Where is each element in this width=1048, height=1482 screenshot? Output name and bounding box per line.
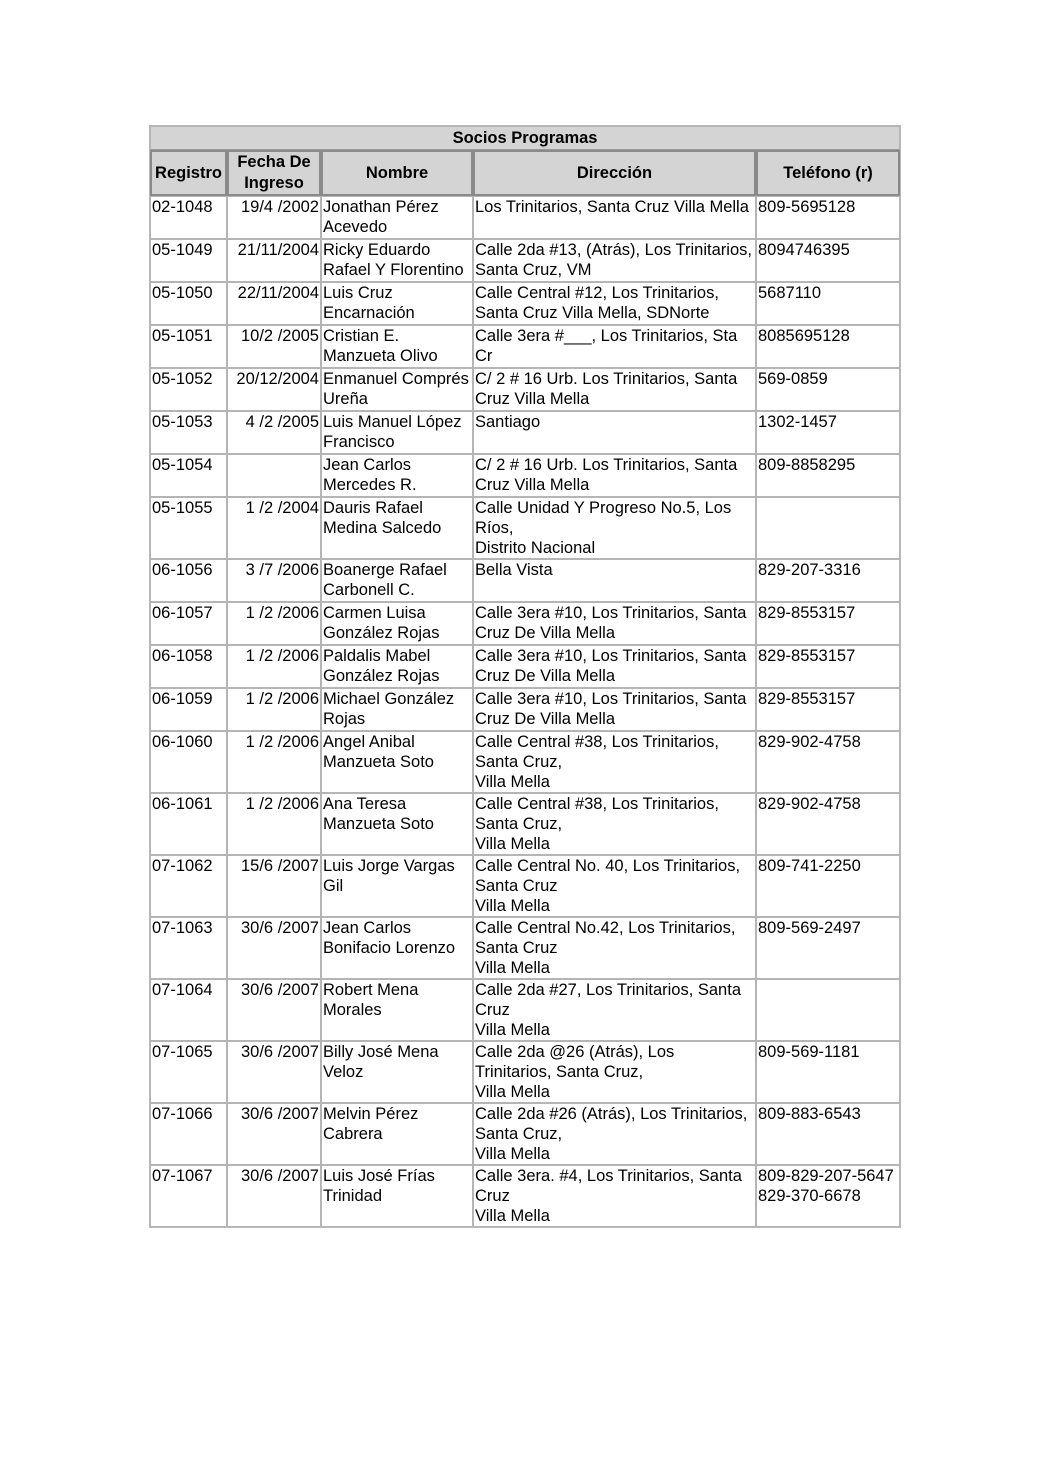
direccion-cell [473,1103,756,1165]
telefono-line: 829-902-4758 [758,733,861,751]
direccion-line: Villa Mella [475,1083,550,1101]
table-row [150,368,900,411]
telefono-cell [756,239,900,282]
nombre-cell: Angel Anibal Manzueta Soto [321,731,473,793]
telefono-cell [756,325,900,368]
telefono-line: 8085695128 [758,327,850,345]
header-registro: Registro [150,150,227,196]
registro-cell: 07-1067 [150,1165,227,1227]
header-fecha-line1: Fecha De [237,153,311,171]
table-row [150,731,900,793]
direccion-line: Calle 3era #10, Los Trinitarios, Santa Cruz De Villa Mella [475,647,747,685]
direccion-line: C/ 2 # 16 Urb. Los Trinitarios, Santa Cruz Villa Mella [475,456,738,494]
telefono-cell [756,454,900,497]
direccion-cell [473,688,756,731]
fecha-cell: 1 /2 /2006 [227,645,321,688]
table-row [150,1103,900,1165]
nombre-cell: Luis Cruz Encarnación [321,282,473,325]
telefono-line: 829-8553157 [758,604,856,622]
direccion-line: Villa Mella [475,1021,550,1039]
direccion-cell [473,793,756,855]
registro-cell: 07-1065 [150,1041,227,1103]
table-row [150,793,900,855]
fecha-cell: 4 /2 /2005 [227,411,321,454]
table-row [150,454,900,497]
registro-cell: 06-1056 [150,559,227,602]
fecha-cell: 30/6 /2007 [227,917,321,979]
direccion-cell [473,917,756,979]
nombre-cell: Melvin Pérez Cabrera [321,1103,473,1165]
nombre-cell: Carmen Luisa González Rojas [321,602,473,645]
direccion-line: Los Trinitarios, Santa Cruz Villa Mella [475,198,749,216]
telefono-line: 1302-1457 [758,413,837,431]
direccion-line: Villa Mella [475,1207,550,1225]
telefono-line: 5687110 [758,284,822,302]
nombre-cell: Michael González Rojas [321,688,473,731]
telefono-line: 809-883-6543 [758,1105,861,1123]
direccion-cell [473,325,756,368]
direccion-line: Distrito Nacional [475,539,596,557]
direccion-cell [473,645,756,688]
table-row [150,497,900,559]
telefono-line: 809-829-207-5647 [758,1167,894,1185]
telefono-cell [756,559,900,602]
table-row [150,196,900,239]
nombre-cell: Jean Carlos Mercedes R. [321,454,473,497]
fecha-cell: 19/4 /2002 [227,196,321,239]
direccion-line: Calle 3era #10, Los Trinitarios, Santa Cruz De Villa Mella [475,690,747,728]
direccion-line: Bella Vista [475,561,553,579]
nombre-cell: Boanerge Rafael Carbonell C. [321,559,473,602]
table-row [150,325,900,368]
registro-cell: 06-1061 [150,793,227,855]
telefono-cell [756,196,900,239]
title-row [150,126,900,150]
nombre-cell: Jonathan Pérez Acevedo [321,196,473,239]
registro-cell: 06-1060 [150,731,227,793]
header-nombre: Nombre [321,150,473,196]
direccion-cell [473,855,756,917]
telefono-line: 8094746395 [758,241,850,259]
fecha-cell: 30/6 /2007 [227,979,321,1041]
telefono-line: 829-370-6678 [758,1187,861,1205]
nombre-cell: Ana Teresa Manzueta Soto [321,793,473,855]
telefono-line: 809-741-2250 [758,857,861,875]
registro-cell: 07-1066 [150,1103,227,1165]
table-row [150,645,900,688]
direccion-cell [473,559,756,602]
table-row [150,411,900,454]
fecha-cell: 22/11/2004 [227,282,321,325]
direccion-cell [473,731,756,793]
direccion-cell [473,979,756,1041]
telefono-line: 829-8553157 [758,647,856,665]
direccion-cell [473,454,756,497]
registro-cell: 05-1051 [150,325,227,368]
direccion-line: Calle 2da #13, (Atrás), Los Trinitarios, Santa Cruz, VM [475,241,752,279]
telefono-cell [756,1165,900,1227]
registro-cell: 07-1062 [150,855,227,917]
direccion-cell [473,411,756,454]
telefono-line: 809-569-2497 [758,919,861,937]
telefono-cell [756,602,900,645]
telefono-cell [756,731,900,793]
fecha-cell: 21/11/2004 [227,239,321,282]
direccion-line: C/ 2 # 16 Urb. Los Trinitarios, Santa Cruz Villa Mella [475,370,738,408]
direccion-line: Calle 3era. #4, Los Trinitarios, Santa Cruz [475,1167,742,1205]
socios-table [149,125,901,1228]
registro-cell: 02-1048 [150,196,227,239]
table-row [150,239,900,282]
direccion-cell [473,1165,756,1227]
direccion-line: Calle 3era #___, Los Trinitarios, Sta Cr [475,327,738,365]
table-row [150,602,900,645]
table-title: Socios Programas [150,126,900,150]
telefono-cell [756,688,900,731]
registro-cell: 06-1058 [150,645,227,688]
nombre-cell: Dauris Rafael Medina Salcedo [321,497,473,559]
fecha-cell: 30/6 /2007 [227,1041,321,1103]
fecha-cell: 1 /2 /2006 [227,793,321,855]
direccion-line: Calle Unidad Y Progreso No.5, Los Ríos, [475,499,732,537]
table-row [150,917,900,979]
table-row [150,979,900,1041]
direccion-line: Calle 2da #27, Los Trinitarios, Santa Cruz [475,981,741,1019]
table-body [150,196,900,1227]
fecha-cell: 1 /2 /2004 [227,497,321,559]
header-telefono: Teléfono (r) [756,150,900,196]
telefono-cell [756,1041,900,1103]
nombre-cell: Enmanuel Comprés Ureña [321,368,473,411]
direccion-line: Calle 2da #26 (Atrás), Los Trinitarios, Santa Cruz, [475,1105,748,1143]
nombre-cell: Jean Carlos Bonifacio Lorenzo [321,917,473,979]
table-row [150,1041,900,1103]
table-row [150,1165,900,1227]
registro-cell: 05-1055 [150,497,227,559]
fecha-cell: 30/6 /2007 [227,1165,321,1227]
registro-cell: 05-1050 [150,282,227,325]
nombre-cell: Cristian E. Manzueta Olivo [321,325,473,368]
direccion-line: Villa Mella [475,959,550,977]
fecha-cell: 1 /2 /2006 [227,688,321,731]
nombre-cell: Billy José Mena Veloz [321,1041,473,1103]
fecha-cell: 20/12/2004 [227,368,321,411]
nombre-cell: Ricky Eduardo Rafael Y Florentino [321,239,473,282]
table-row [150,282,900,325]
telefono-line: 809-8858295 [758,456,856,474]
fecha-cell [227,454,321,497]
direccion-line: Calle 3era #10, Los Trinitarios, Santa Cruz De Villa Mella [475,604,747,642]
telefono-line: 829-8553157 [758,690,856,708]
registro-cell: 07-1064 [150,979,227,1041]
direccion-cell [473,497,756,559]
telefono-cell [756,793,900,855]
fecha-cell: 1 /2 /2006 [227,731,321,793]
telefono-line: 829-902-4758 [758,795,861,813]
telefono-cell [756,368,900,411]
nombre-cell: Luis José Frías Trinidad [321,1165,473,1227]
table-row [150,855,900,917]
direccion-line: Calle Central No.42, Los Trinitarios, Santa Cruz [475,919,736,957]
fecha-cell: 3 /7 /2006 [227,559,321,602]
direccion-line: Calle Central No. 40, Los Trinitarios, Santa Cruz [475,857,741,895]
registro-cell: 05-1049 [150,239,227,282]
telefono-cell [756,282,900,325]
fecha-cell: 15/6 /2007 [227,855,321,917]
telefono-line: 569-0859 [758,370,828,388]
direccion-line: Villa Mella [475,897,550,915]
header-row [150,150,900,196]
nombre-cell: Paldalis Mabel González Rojas [321,645,473,688]
direccion-line: Calle 2da @26 (Atrás), Los Trinitarios, Santa Cruz, [475,1043,675,1081]
header-direccion: Dirección [473,150,756,196]
direccion-line: Villa Mella [475,1145,550,1163]
telefono-line: 809-5695128 [758,198,856,216]
telefono-cell [756,855,900,917]
header-fecha-ingreso [227,150,321,196]
direccion-line: Santiago [475,413,541,431]
header-fecha-line2: Ingreso [244,174,304,192]
telefono-cell [756,979,900,1041]
registro-cell: 05-1052 [150,368,227,411]
telefono-cell [756,411,900,454]
registro-cell: 05-1054 [150,454,227,497]
direccion-cell [473,282,756,325]
direccion-line: Calle Central #12, Los Trinitarios, Santa Cruz Villa Mella, SDNorte [475,284,719,322]
direccion-cell [473,239,756,282]
direccion-line: Calle Central #38, Los Trinitarios, Santa Cruz, [475,795,719,833]
direccion-cell [473,602,756,645]
fecha-cell: 10/2 /2005 [227,325,321,368]
registro-cell: 07-1063 [150,917,227,979]
nombre-cell: Luis Manuel López Francisco [321,411,473,454]
fecha-cell: 1 /2 /2006 [227,602,321,645]
telefono-cell [756,917,900,979]
registro-cell: 05-1053 [150,411,227,454]
telefono-cell [756,497,900,559]
direccion-line: Villa Mella [475,835,550,853]
table-row [150,688,900,731]
telefono-cell [756,1103,900,1165]
nombre-cell: Luis Jorge Vargas Gil [321,855,473,917]
telefono-cell [756,645,900,688]
telefono-line: 809-569-1181 [758,1043,860,1061]
nombre-cell: Robert Mena Morales [321,979,473,1041]
table-row [150,559,900,602]
direccion-cell [473,196,756,239]
registro-cell: 06-1059 [150,688,227,731]
direccion-line: Villa Mella [475,773,550,791]
direccion-cell [473,1041,756,1103]
registro-cell: 06-1057 [150,602,227,645]
telefono-line: 829-207-3316 [758,561,861,579]
fecha-cell: 30/6 /2007 [227,1103,321,1165]
direccion-line: Calle Central #38, Los Trinitarios, Santa Cruz, [475,733,719,771]
direccion-cell [473,368,756,411]
